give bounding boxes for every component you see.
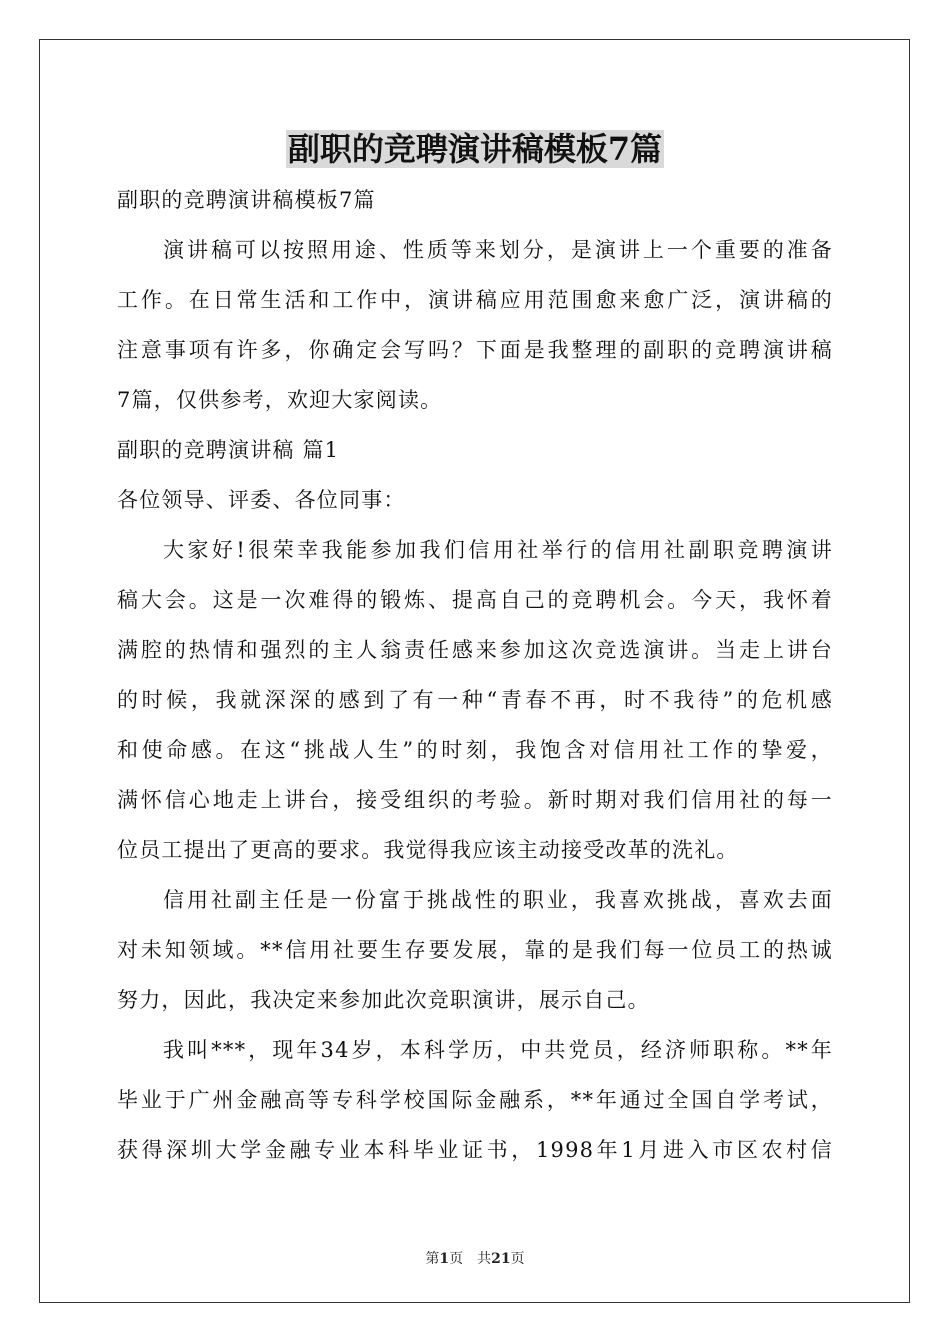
paragraph-line: 和使命感。在这“挑战人生”的时刻，我饱含对信用社工作的挚爱， <box>117 738 833 762</box>
paragraph-line: 大家好!很荣幸我能参加我们信用社举行的信用社副职竞聘演讲 <box>163 538 833 562</box>
document-subtitle: 副职的竞聘演讲稿模板7篇 <box>117 188 376 212</box>
greeting: 各位领导、评委、各位同事： <box>117 488 406 512</box>
paragraph-line: 位员工提出了更高的要求。我觉得我应该主动接受改革的洗礼。 <box>117 838 739 862</box>
paragraph-line: 信用社副主任是一份富于挑战性的职业，我喜欢挑战，喜欢去面 <box>163 888 833 912</box>
document-title-text: 副职的竞聘演讲稿模板7篇 <box>287 130 663 168</box>
section-heading: 副职的竞聘演讲稿 篇1 <box>117 438 340 462</box>
paragraph-line: 满怀信心地走上讲台，接受组织的考验。新时期对我们信用社的每一 <box>117 788 833 812</box>
paragraph-line: 对未知领域。**信用社要生存要发展，靠的是我们每一位员工的热诚 <box>117 938 833 962</box>
document-title <box>0 126 950 172</box>
paragraph-line: 努力，因此，我决定来参加此次竞职演讲，展示自己。 <box>117 988 650 1012</box>
paragraph-line: 我叫***，现年34岁，本科学历，中共党员，经济师职称。**年 <box>163 1038 833 1062</box>
paragraph-line: 满腔的热情和强烈的主人翁责任感来参加这次竞选演讲。当走上讲台 <box>117 638 833 662</box>
page-footer <box>0 1248 950 1268</box>
intro-line: 演讲稿可以按照用途、性质等来划分，是演讲上一个重要的准备 <box>163 238 833 262</box>
page-current: 1 <box>439 1251 450 1267</box>
page-suffix: 页 <box>510 1251 525 1267</box>
intro-line: 工作。在日常生活和工作中，演讲稿应用范围愈来愈广泛，演讲稿的 <box>117 288 833 312</box>
paragraph-line: 的时候，我就深深的感到了有一种“青春不再，时不我待”的危机感 <box>117 688 833 712</box>
page-prefix: 第 <box>425 1251 440 1267</box>
intro-line: 注意事项有许多，你确定会写吗？下面是我整理的副职的竞聘演讲稿 <box>117 338 833 362</box>
page-mid: 页 共 <box>449 1251 492 1267</box>
paragraph-line: 稿大会。这是一次难得的锻炼、提高自己的竞聘机会。今天，我怀着 <box>117 588 833 612</box>
paragraph-line: 获得深圳大学金融专业本科毕业证书，1998年1月进入市区农村信 <box>117 1138 833 1162</box>
paragraph-line: 毕业于广州金融高等专科学校国际金融系，**年通过全国自学考试， <box>117 1088 833 1112</box>
intro-line: 7篇，仅供参考，欢迎大家阅读。 <box>117 388 443 412</box>
page-total: 21 <box>491 1251 511 1267</box>
